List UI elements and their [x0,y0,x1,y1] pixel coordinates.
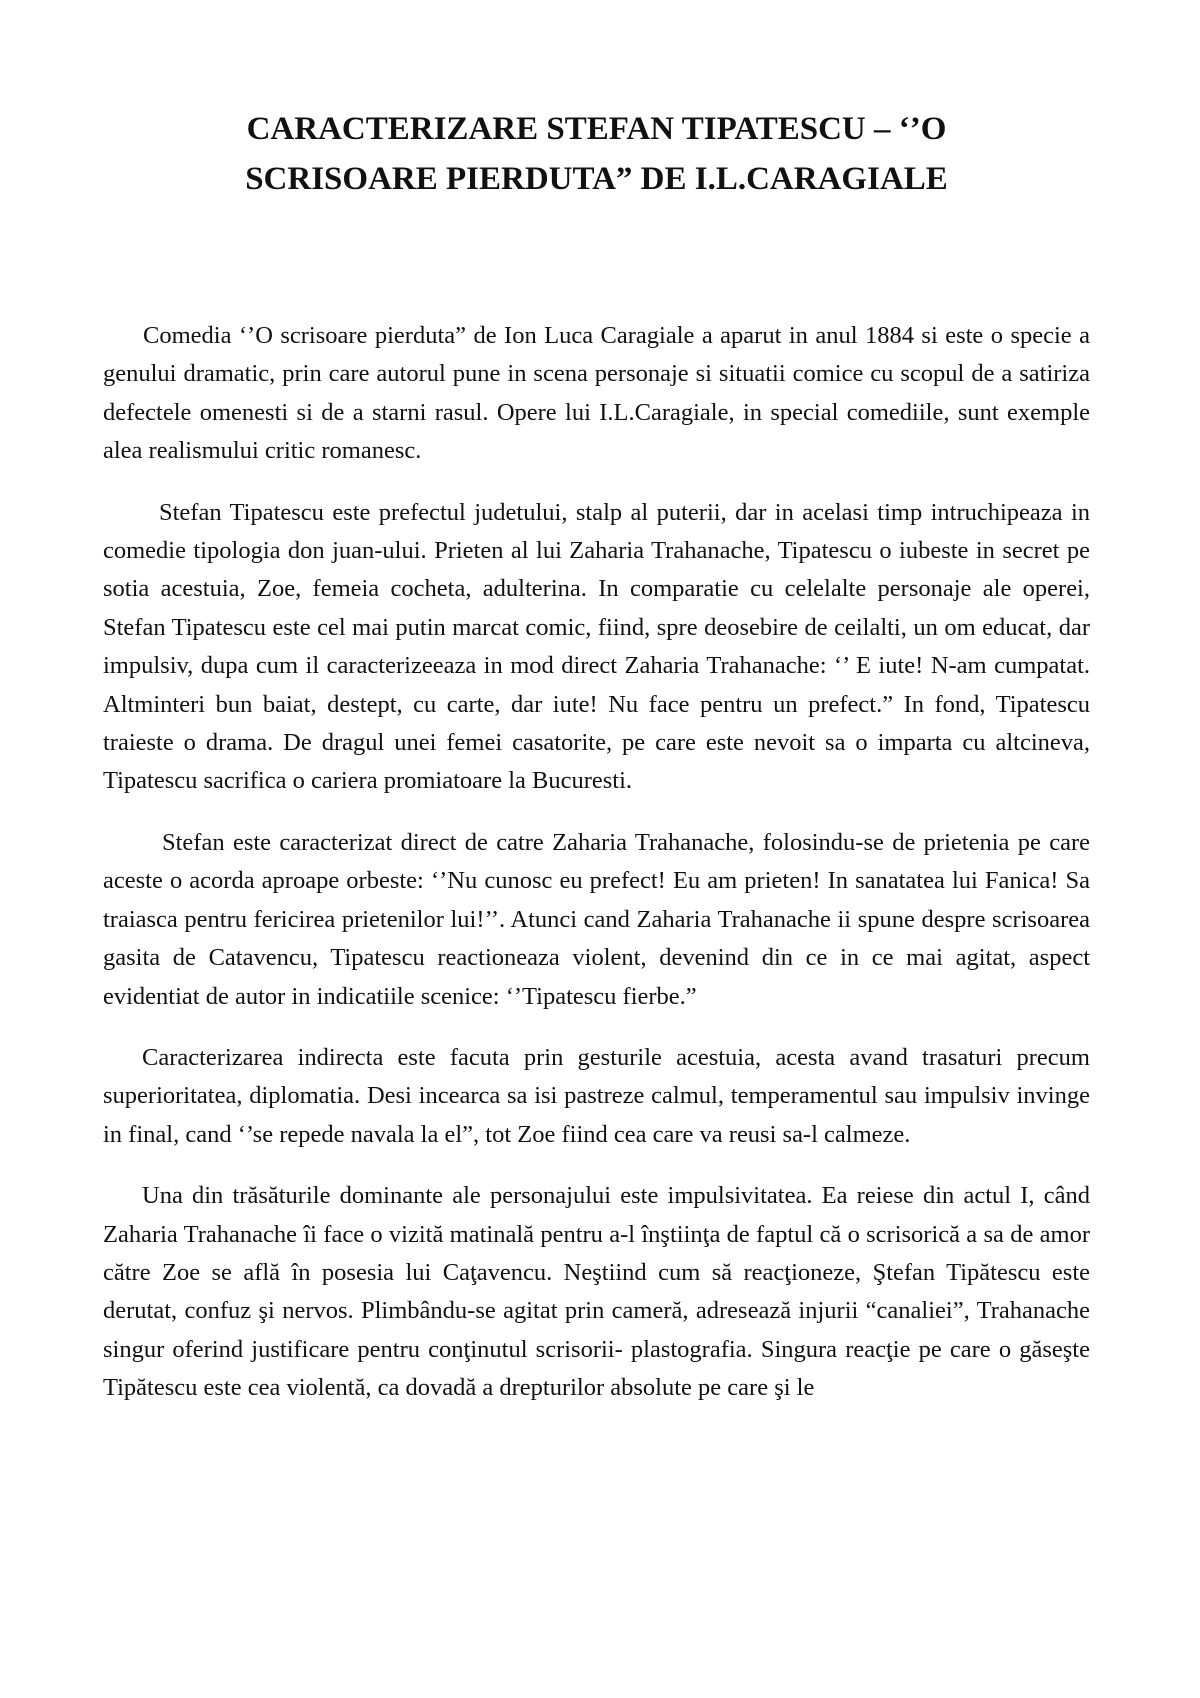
document-body [103,317,1090,1408]
paragraph-2: Stefan Tipatescu este prefectul judetului, stalp al puterii, dar in acelasi timp intruchipeaza in comedie tipologia don juan-ului. Prieten al lui Zaharia Trahanache, Tipatescu o iubeste in secret pe sotia acestuia, Zoe, femeia cocheta, adulterina. In comparatie cu celelalte personaje ale operei, Stefan Tipatescu este cel mai putin marcat comic, fiind, spre deosebire de ceilalti, un om educat, dar impulsiv, dupa cum il caracterizeeaza in mod direct Zaharia Trahanache: ‘’ E iute! N-am cumpatat. Altminteri bun baiat, destept, cu carte, dar iute! Nu face pentru un prefect.” In fond, Tipatescu traieste o drama. De dragul unei femei casatorite, pe care este nevoit sa o imparta cu altcineva, Tipatescu sacrifica o cariera promiatoare la Bucuresti. [103,498,1090,795]
title-line-2: SCRISOARE PIERDUTA” DE I.L.CARAGIALE [245,161,948,197]
title-line-1: CARACTERIZARE STEFAN TIPATESCU – ‘’O [246,111,947,147]
paragraph-3: Stefan este caracterizat direct de catre Zaharia Trahanache, folosindu-se de prietenia pe care aceste o acorda aproape orbeste: ‘’Nu cunosc eu prefect! Eu am prieten! In sanatatea lui Fanica! Sa traiasca pentru fericirea prietenilor lui!’’. Atunci cand Zaharia Trahanache ii spune despre scrisoarea gasita de Catavencu, Tipatescu reactioneaza violent, devenind din ce in ce mai agitat, aspect evidentiat de autor in indicatiile scenice: ‘’Tipatescu fierbe.” [103,828,1090,1010]
paragraph-1: Comedia ‘’O scrisoare pierduta” de Ion Luca Caragiale a aparut in anul 1884 si este o specie a genului dramatic, prin care autorul pune in scena personaje si situatii comice cu scopul de a satiriza defectele omenesti si de a starni rasul. Opere lui I.L.Caragiale, in special comediile, sunt exemple alea realismului critic romanesc. [103,322,1090,465]
paragraph-4: Caracterizarea indirecta este facuta prin gesturile acestuia, acesta avand trasaturi precum superioritatea, diplomatia. Desi incearca sa isi pastreze calmul, temperamentul sau impulsiv invinge in final, cand ‘’se repede navala la el”, tot Zoe fiind cea care va reusi sa-l calmeze. [103,1043,1090,1148]
document-title [103,104,1090,204]
paragraph-5: Una din trăsăturile dominante ale personajului este impulsivitatea. Ea reiese din actul I, când Zaharia Trahanache îi face o vizită matinală pentru a-l înştiinţa de faptul că o scrisorică a sa de amor către Zoe se află în posesia lui Caţavencu. Neştiind cum să reacţioneze, Ştefan Tipătescu este derutat, confuz şi nervos. Plimbându-se agitat prin cameră, adresează injurii “canaliei”, Trahanache singur oferind justificare pentru conţinutul scrisorii- plastografia. Singura reacţie pe care o găseşte Tipătescu este cea violentă, ca dovadă a drepturilor absolute pe care şi le [103,1182,1090,1402]
